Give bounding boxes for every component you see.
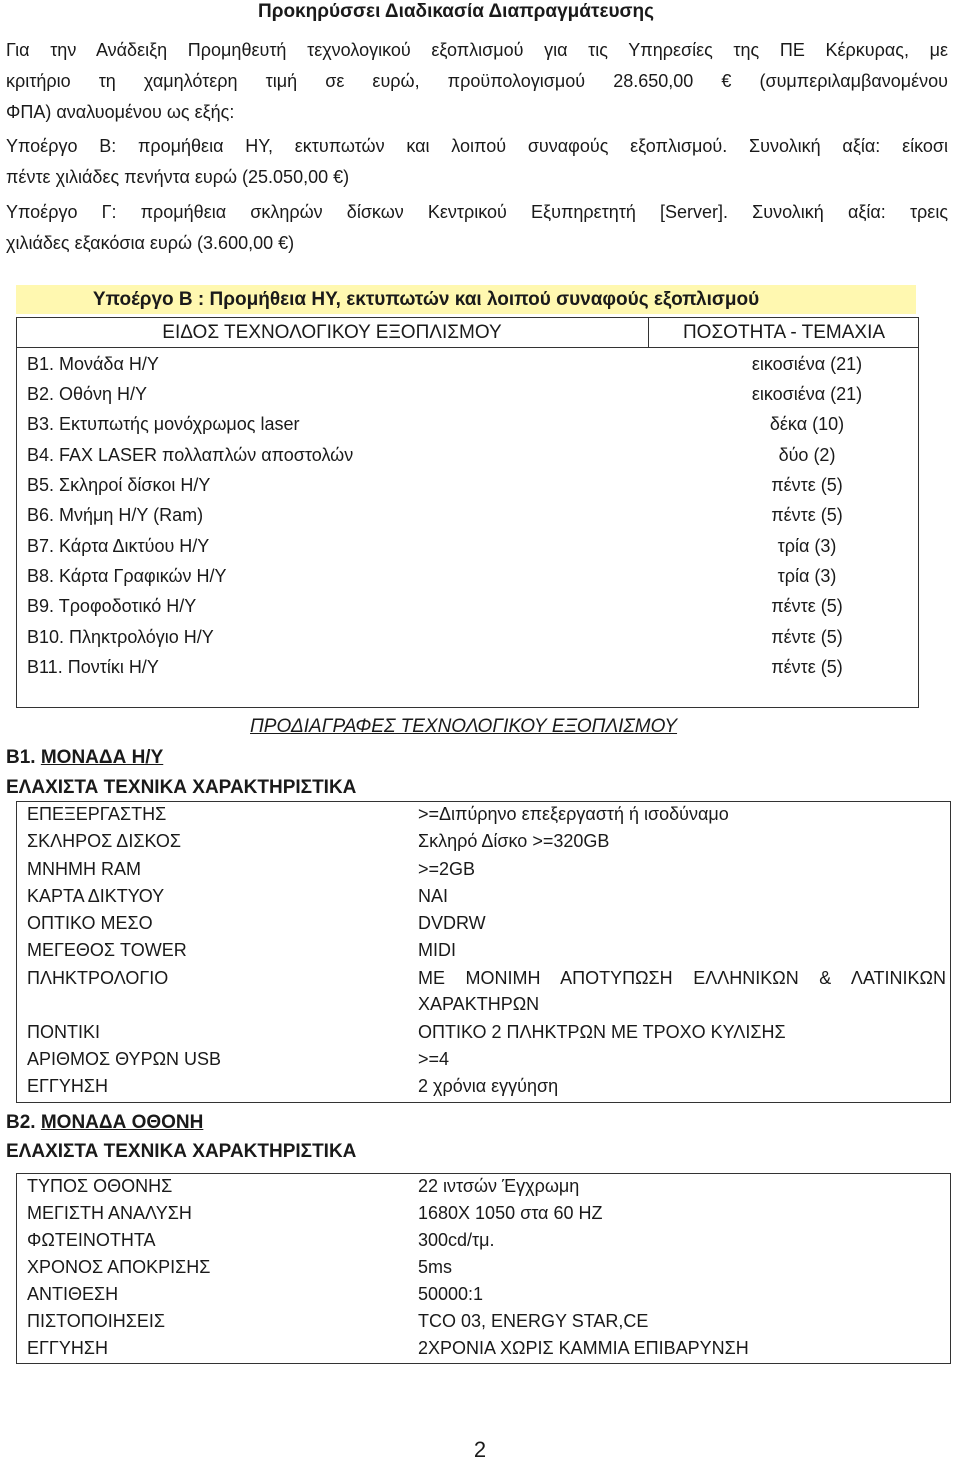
spec-key: ΦΩΤΕΙΝΟΤΗΤΑ: [27, 1230, 156, 1250]
item-name: Β8. Κάρτα Γραφικών Η/Υ: [27, 566, 227, 586]
table-row: [27, 561, 907, 591]
b1-subheading: ΕΛΑΧΙΣΤΑ ΤΕΧΝΙΚΑ ΧΑΡΑΚΤΗΡΙΣΤΙΚΑ: [6, 777, 357, 798]
item-name: Β11. Ποντίκι Η/Υ: [27, 657, 159, 677]
item-qty: πέντε (5): [771, 475, 843, 495]
intro-line-3: ΦΠΑ) αναλυομένου ως εξής:: [6, 102, 235, 122]
item-name: Β4. FAX LASER πολλαπλών αποστολών: [27, 445, 354, 465]
spec-key: ΟΠΤΙΚΟ ΜΕΣΟ: [27, 913, 153, 933]
spec-value: TCO 03, ENERGY STAR,CE: [418, 1311, 649, 1331]
spec-value: 2ΧΡΟΝΙΑ ΧΩΡΙΣ ΚΑΜΜΙΑ ΕΠΙΒΑΡΥΝΣΗ: [418, 1338, 749, 1358]
spec-value: 22 ιντσών Έγχρωμη: [418, 1176, 580, 1196]
table-row: [27, 349, 907, 379]
header-divider: [648, 317, 649, 348]
spec-value: ΜΕ ΜΟΝΙΜΗ ΑΠΟΤΥΠΩΣΗ ΕΛΛΗΝΙΚΩΝ & ΛΑΤΙΝΙΚΩΝ: [418, 968, 946, 988]
spec-key: ΜΕΓΕΘΟΣ TOWER: [27, 940, 187, 960]
spec-key: ΧΡΟΝΟΣ ΑΠΟΚΡΙΣΗΣ: [27, 1257, 211, 1277]
item-name: Β10. Πληκτρολόγιο Η/Υ: [27, 627, 214, 647]
spec-key: ΑΡΙΘΜΟΣ ΘΥΡΩΝ USB: [27, 1049, 222, 1069]
item-qty: πέντε (5): [771, 596, 843, 616]
item-qty: πέντε (5): [771, 657, 843, 677]
spec-key: ΚΑΡΤΑ ΔΙΚΤΥΟΥ: [27, 886, 165, 906]
spec-key: ΠΟΝΤΙΚΙ: [27, 1022, 101, 1042]
b2-subheading: ΕΛΑΧΙΣΤΑ ΤΕΧΝΙΚΑ ΧΑΡΑΚΤΗΡΙΣΤΙΚΑ: [6, 1141, 357, 1162]
spec-key: ΕΓΓΥΗΣΗ: [27, 1338, 108, 1358]
spec-value: ΝΑΙ: [418, 886, 449, 906]
intro-line-1: Για την Ανάδειξη Προμηθευτή τεχνολογικού εξοπλισμού για τις Υπηρεσίες της ΠΕ Κέρκυρας, με: [6, 40, 948, 60]
item-qty: πέντε (5): [771, 627, 843, 647]
spec-value: ΟΠΤΙΚΟ 2 ΠΛΗΚΤΡΩΝ ΜΕ ΤΡΟΧΟ ΚΥΛΙΣΗΣ: [418, 1022, 786, 1042]
b1-code: Β1.: [6, 747, 36, 768]
spec-key: ΤΥΠΟΣ ΟΘΟΝΗΣ: [27, 1176, 173, 1196]
b2-code: Β2.: [6, 1112, 36, 1133]
table-row: [27, 652, 907, 682]
item-name: Β1. Μονάδα Η/Υ: [27, 354, 159, 374]
spec-key: ΕΠΕΞΕΡΓΑΣΤΗΣ: [27, 804, 167, 824]
page-title: Προκηρύσσει Διαδικασία Διαπραγμάτευσης: [257, 1, 655, 22]
spec-value: >=Διπύρηνο επεξεργαστή ή ισοδύναμο: [418, 804, 729, 824]
spec-value: 1680X 1050 στα 60 HZ: [418, 1203, 603, 1223]
spec-key: ΠΛΗΚΤΡΟΛΟΓΙΟ: [27, 968, 169, 988]
item-qty: εικοσιένα (21): [751, 354, 863, 374]
item-qty: εικοσιένα (21): [751, 384, 863, 404]
item-qty: δύο (2): [778, 445, 836, 465]
spec-key: ΜΝΗΜΗ RAM: [27, 859, 141, 879]
spec-value: Σκληρό Δίσκο >=320GB: [418, 831, 610, 851]
col-header-qty: ΠΟΣΟΤΗΤΑ - ΤΕΜΑΧΙΑ: [682, 322, 886, 343]
b1-name: ΜΟΝΑΔΑ Η/Υ: [40, 747, 164, 768]
spec-key: ΑΝΤΙΘΕΣΗ: [27, 1284, 119, 1304]
intro-line-7: χιλιάδες εξακόσια ευρώ (3.600,00 €): [6, 233, 295, 253]
item-qty: δέκα (10): [769, 414, 845, 434]
spec-key: ΠΙΣΤΟΠΟΙΗΣΕΙΣ: [27, 1311, 166, 1331]
item-name: Β3. Εκτυπωτής μονόχρωμος laser: [27, 414, 300, 434]
b2-heading: [6, 1111, 203, 1135]
table-row: [27, 591, 907, 621]
spec-value: MIDI: [418, 940, 456, 960]
table-row: [27, 379, 907, 409]
spec-value: >=4: [418, 1049, 450, 1069]
b1-heading: [6, 746, 163, 770]
item-qty: τρία (3): [777, 536, 837, 556]
intro-line-4: Υποέργο Β: προμήθεια ΗΥ, εκτυπωτών και λοιπού συναφούς εξοπλισμού. Συνολική αξία: είκοσι: [6, 136, 948, 156]
page-number: 2: [473, 1437, 487, 1462]
spec-key: ΣΚΛΗΡΟΣ ΔΙΣΚΟΣ: [27, 831, 182, 851]
table-row: [27, 500, 907, 530]
table-row: [27, 440, 907, 470]
spec-value: 2 χρόνια εγγύηση: [418, 1076, 559, 1096]
spec-value: >=2GB: [418, 859, 476, 879]
specs-title: ΠΡΟΔΙΑΓΡΑΦΕΣ ΤΕΧΝΟΛΟΓΙΚΟΥ ΕΞΟΠΛΙΣΜΟΥ: [250, 716, 678, 737]
spec-value: DVDRW: [418, 913, 486, 933]
item-qty: τρία (3): [777, 566, 837, 586]
item-name: Β6. Μνήμη Η/Υ (Ram): [27, 505, 204, 525]
intro-line-2: κριτήριο τη χαμηλότερη τιμή σε ευρώ, προϋπολογισμού 28.650,00 € (συμπεριλαμβανομένου: [6, 71, 948, 91]
col-header-item: ΕΙΔΟΣ ΤΕΧΝΟΛΟΓΙΚΟΥ ΕΞΟΠΛΙΣΜΟΥ: [162, 322, 502, 343]
spec-key: ΜΕΓΙΣΤΗ ΑΝΑΛΥΣΗ: [27, 1203, 192, 1223]
item-name: Β7. Κάρτα Δικτύου Η/Υ: [27, 536, 210, 556]
intro-line-6: Υποέργο Γ: προμήθεια σκληρών δίσκων Κεντρικού Εξυπηρετητή [Server]. Συνολική αξία: τρεις: [6, 202, 948, 222]
spec-key: ΕΓΓΥΗΣΗ: [27, 1076, 108, 1096]
spec-value: ΧΑΡΑΚΤΗΡΩΝ: [418, 994, 540, 1014]
table-row: [27, 470, 907, 500]
b2-name: ΜΟΝΑΔΑ ΟΘΟΝΗ: [40, 1112, 204, 1133]
table-row: [27, 622, 907, 652]
item-name: Β9. Τροφοδοτικό Η/Υ: [27, 596, 197, 616]
item-qty: πέντε (5): [771, 505, 843, 525]
intro-line-5: πέντε χιλιάδες πενήντα ευρώ (25.050,00 €): [6, 167, 350, 187]
item-name: Β5. Σκληροί δίσκοι Η/Υ: [27, 475, 211, 495]
item-name: Β2. Οθόνη Η/Υ: [27, 384, 148, 404]
spec-value: 50000:1: [418, 1284, 484, 1304]
table-row: [27, 531, 907, 561]
spec-value: 300cd/τμ.: [418, 1230, 495, 1250]
table-title: Υποέργο Β : Προμήθεια ΗΥ, εκτυπωτών και λοιπού συναφούς εξοπλισμού: [92, 289, 760, 310]
table-row: [27, 409, 907, 439]
spec-value: 5ms: [418, 1257, 453, 1277]
